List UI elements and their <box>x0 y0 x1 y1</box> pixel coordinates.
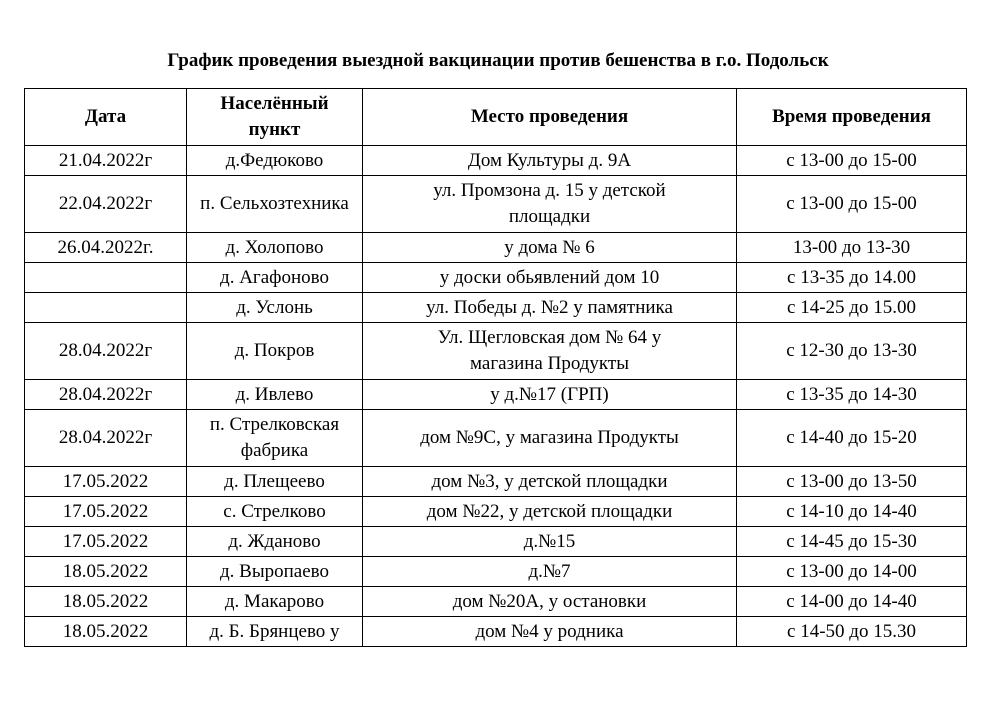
cell-time: с 13-00 до 15-00 <box>737 146 967 176</box>
cell-date: 26.04.2022г. <box>25 233 187 263</box>
cell-settlement: д. Плещеево <box>187 467 363 497</box>
table-row <box>25 497 967 527</box>
table-row <box>25 323 967 380</box>
cell-settlement: д. Б. Брянцево у <box>187 617 363 647</box>
cell-location: дом №3, у детской площадки <box>363 467 737 497</box>
table-row <box>25 557 967 587</box>
cell-settlement: д. Ивлево <box>187 380 363 410</box>
cell-location: дом №4 у родника <box>363 617 737 647</box>
cell-date: 28.04.2022г <box>25 380 187 410</box>
cell-settlement: д. Макарово <box>187 587 363 617</box>
cell-location: Дом Культуры д. 9А <box>363 146 737 176</box>
schedule-table <box>24 88 967 647</box>
cell-time: с 14-50 до 15.30 <box>737 617 967 647</box>
table-row <box>25 587 967 617</box>
cell-settlement: д. Покров <box>187 323 363 380</box>
cell-settlement: д. Жданово <box>187 527 363 557</box>
cell-date: 28.04.2022г <box>25 410 187 467</box>
cell-date: 18.05.2022 <box>25 587 187 617</box>
cell-date: 17.05.2022 <box>25 467 187 497</box>
table-header-row <box>25 89 967 146</box>
table-row <box>25 233 967 263</box>
cell-location: ул. Победы д. №2 у памятника <box>363 293 737 323</box>
table-row <box>25 146 967 176</box>
cell-time: с 13-00 до 13-50 <box>737 467 967 497</box>
cell-time: с 14-10 до 14-40 <box>737 497 967 527</box>
cell-location: ул. Промзона д. 15 у детской площадки <box>363 176 737 233</box>
cell-location: дом №9С, у магазина Продукты <box>363 410 737 467</box>
cell-date <box>25 293 187 323</box>
cell-time: с 13-00 до 15-00 <box>737 176 967 233</box>
cell-settlement: д. Холопово <box>187 233 363 263</box>
cell-date: 21.04.2022г <box>25 146 187 176</box>
cell-location: у дома № 6 <box>363 233 737 263</box>
page-title: График проведения выездной вакцинации против бешенства в г.о. Подольск <box>167 50 829 71</box>
cell-settlement: п. Сельхозтехника <box>187 176 363 233</box>
table-row <box>25 467 967 497</box>
cell-time: с 14-40 до 15-20 <box>737 410 967 467</box>
table-row <box>25 380 967 410</box>
table-row <box>25 410 967 467</box>
cell-settlement: д.Федюково <box>187 146 363 176</box>
cell-settlement: с. Стрелково <box>187 497 363 527</box>
cell-settlement: д. Выропаево <box>187 557 363 587</box>
table-row <box>25 617 967 647</box>
cell-date: 22.04.2022г <box>25 176 187 233</box>
cell-date: 17.05.2022 <box>25 527 187 557</box>
cell-location: д.№7 <box>363 557 737 587</box>
cell-time: с 13-35 до 14.00 <box>737 263 967 293</box>
cell-time: с 14-45 до 15-30 <box>737 527 967 557</box>
table-row <box>25 263 967 293</box>
cell-time: с 14-00 до 14-40 <box>737 587 967 617</box>
table-row <box>25 527 967 557</box>
cell-time: с 14-25 до 15.00 <box>737 293 967 323</box>
table-row <box>25 293 967 323</box>
header-settlement: Населённый пункт <box>187 89 363 146</box>
cell-time: с 12-30 до 13-30 <box>737 323 967 380</box>
cell-location: дом №22, у детской площадки <box>363 497 737 527</box>
cell-time: с 13-35 до 14-30 <box>737 380 967 410</box>
cell-date <box>25 263 187 293</box>
cell-date: 17.05.2022 <box>25 497 187 527</box>
header-location: Место проведения <box>363 89 737 146</box>
cell-date: 18.05.2022 <box>25 617 187 647</box>
cell-location: у д.№17 (ГРП) <box>363 380 737 410</box>
cell-settlement: д. Агафоново <box>187 263 363 293</box>
header-time: Время проведения <box>737 89 967 146</box>
cell-date: 28.04.2022г <box>25 323 187 380</box>
cell-time: 13-00 до 13-30 <box>737 233 967 263</box>
cell-location: у доски обьявлений дом 10 <box>363 263 737 293</box>
cell-location: д.№15 <box>363 527 737 557</box>
table-row <box>25 176 967 233</box>
header-date: Дата <box>25 89 187 146</box>
cell-settlement: д. Услонь <box>187 293 363 323</box>
cell-date: 18.05.2022 <box>25 557 187 587</box>
cell-time: с 13-00 до 14-00 <box>737 557 967 587</box>
cell-location: Ул. Щегловская дом № 64 у магазина Продукты <box>363 323 737 380</box>
cell-settlement: п. Стрелковская фабрика <box>187 410 363 467</box>
cell-location: дом №20А, у остановки <box>363 587 737 617</box>
